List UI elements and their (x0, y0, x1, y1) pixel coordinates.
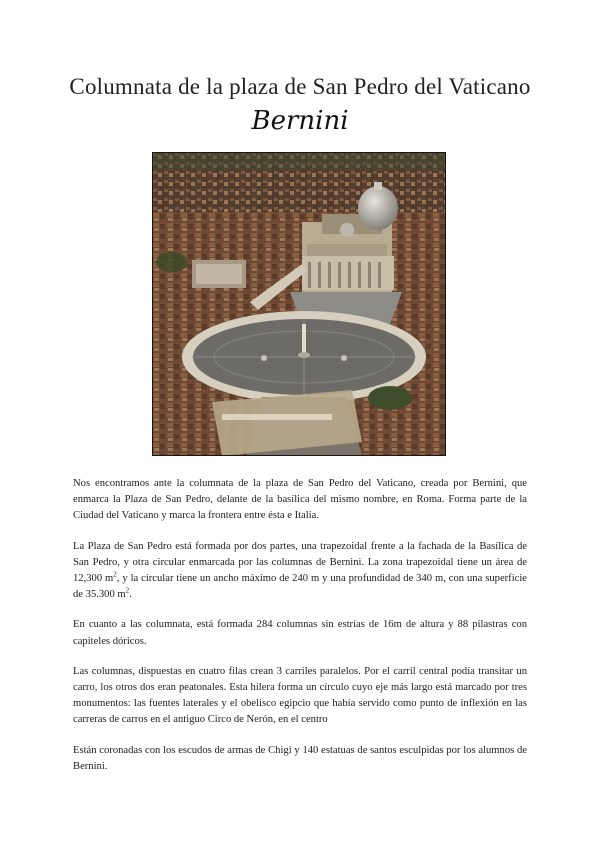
paragraph-columns: En cuanto a las columnata, está formada 284 columnas sin estrías de 16m de altura y 88 pilastras con capiteles dóricos. (73, 619, 527, 647)
paragraph-statues: Están coronadas con los escudos de armas de Chigi y 140 estatuas de santos esculpidas por los alumnos de Bernini. (73, 744, 527, 772)
aerial-photo (152, 152, 446, 456)
paragraph-plaza: La Plaza de San Pedro está formada por dos partes, una trapezoidal frente a la fachada de la Basílica de San Pedro, y otra circular enmarcada por las columnas de Bernini. La zona trapezoidal tiene un área de 12,300 $m^2$, y la circular tiene un ancho máximo de 240 m y una profundidad de 340 m, con una superficie de 35.300 $m^2$. (73, 540, 527, 601)
paragraph-lanes: Las columnas, dispuestas en cuatro filas crean 3 carriles paralelos. Por el carril central podía transitar un carro, los otros dos eran peatonales. Esta hilera forma un círculo cuyo eje más largo está marcado por tres monumentos: las fuentes laterales y el obelisco egipcio que había servido como punto de inflexión en las carreras de carros en el antiguo Circo de Nerón, en el centro (73, 665, 527, 726)
paragraph-intro: Nos encontramos ante la columnata de la plaza de San Pedro del Vaticano, creada por Bernini, que enmarca la Plaza de San Pedro, delante de la basílica del mismo nombre, en Roma. Forma parte de la Ciudad del Vaticano y marca la frontera entre ésta e Italia. (73, 478, 527, 522)
page-subtitle: Bernini (251, 106, 349, 136)
page-title: Columnata de la plaza de San Pedro del Vaticano (69, 74, 531, 99)
body-text (73, 476, 527, 789)
